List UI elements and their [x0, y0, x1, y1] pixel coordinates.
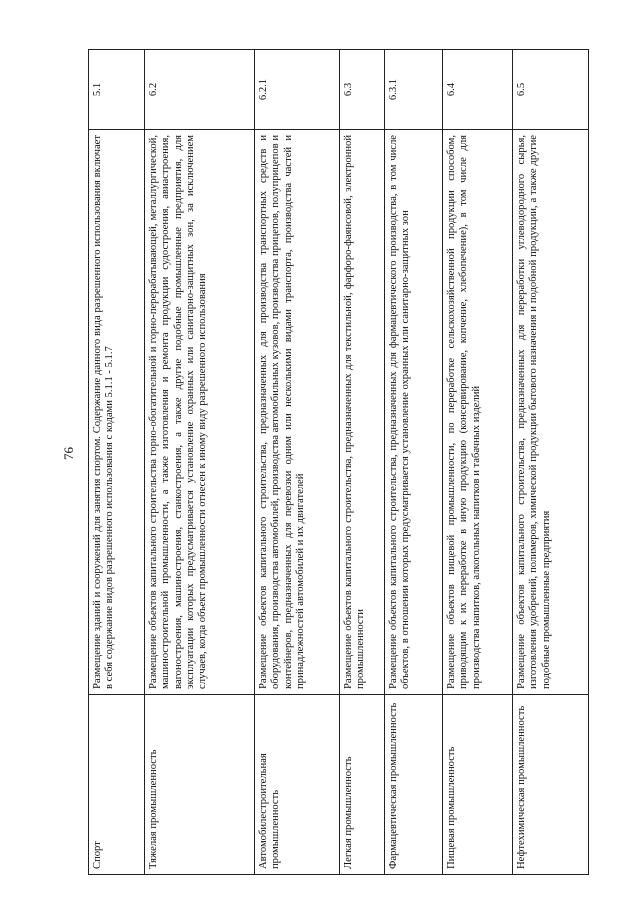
row-code-cell: 6.4	[443, 50, 513, 130]
row-code-cell: 6.2.1	[255, 50, 340, 130]
table-row	[513, 50, 589, 875]
row-code-cell: 6.2	[145, 50, 255, 130]
land-use-table	[88, 49, 589, 875]
table-row	[89, 50, 145, 875]
row-name-cell: Спорт	[89, 695, 145, 875]
row-name-cell: Автомобилестроительная промышленность	[255, 695, 340, 875]
row-code-cell: 5.1	[89, 50, 145, 130]
row-description-cell: Размещение объектов капитального строительства, предназначенных для переработки углеводородного сырья, изготовления удобрений, полимеров, химической продукции бытового назначения и подобной продукции, а также другие подобные промышленные предприятия	[513, 130, 589, 695]
table-row	[385, 50, 443, 875]
row-name-cell: Нефтехимическая промышленность	[513, 695, 589, 875]
row-description-cell: Размещение объектов капитального строительства, предназначенных для фармацевтического производства, в том числе объектов, в отношении которых предусматривается установление охранных или санитарно-защитных зон	[385, 130, 443, 695]
table-row	[443, 50, 513, 875]
row-code-cell: 6.5	[513, 50, 589, 130]
row-name-cell: Легкая промышленность	[340, 695, 385, 875]
row-description-cell: Размещение объектов пищевой промышленности, по переработке сельскохозяйственной продукции способом, приводящим к их переработке в иную продукцию (консервирование, копчение, хлебопечение), в том числе для производства напитков, алкогольных напитков и табачных изделий	[443, 130, 513, 695]
row-description-cell: Размещение объектов капитального строительства горно-обогатительной и горно-перерабатывающей, металлургической, машиностроительной промышленности, а также изготовления и ремонта продукции судостроения, авиастроения, вагоностроения, машиностроения, станкостроения, а также другие подобные промышленные предприятия, для эксплуатации которых предусматривается установление охранных или санитарно-защитных зон, за исключением случаев, когда объект промышленности отнесен к иному виду разрешенного использования	[145, 130, 255, 695]
table-row	[340, 50, 385, 875]
row-name-cell: Пищевая промышленность	[443, 695, 513, 875]
row-code-cell: 6.3.1	[385, 50, 443, 130]
row-description-cell: Размещение зданий и сооружений для занятия спортом. Содержание данного вида разрешенного использования включает в себя содержание видов разрешенного использования с кодами 5.1.1 - 5.1.7	[89, 130, 145, 695]
row-code-cell: 6.3	[340, 50, 385, 130]
table-row	[145, 50, 255, 875]
page-number: 76	[61, 447, 76, 460]
rotated-table-container	[88, 50, 588, 875]
row-description-cell: Размещение объектов капитального строительства, предназначенных для производства транспортных средств и оборудования, производства автомобилей, производства автомобильных кузовов, производства прицепов, полуприцепов и контейнеров, предназначенных для перевозки одним или несколькими видами транспорта, производства частей и принадлежностей автомобилей и их двигателей	[255, 130, 340, 695]
row-name-cell: Фармацевтическая промышленность	[385, 695, 443, 875]
row-description-cell: Размещение объектов капитального строительства, предназначенных для текстильной, фарфоро-фаянсовой, электронной промышленности	[340, 130, 385, 695]
row-name-cell: Тяжелая промышленность	[145, 695, 255, 875]
table-row	[255, 50, 340, 875]
